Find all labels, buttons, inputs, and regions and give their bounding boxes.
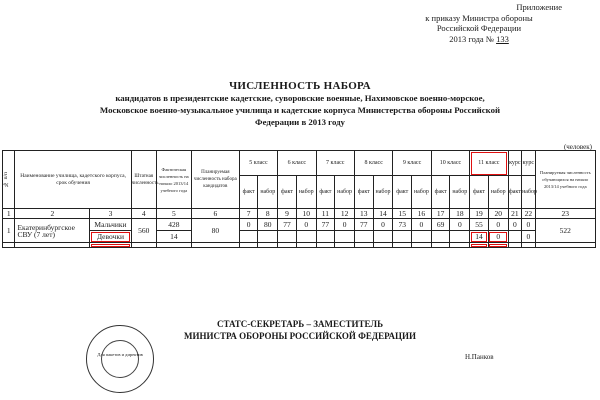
- sub-fact: факт: [354, 176, 373, 209]
- cell: [296, 231, 316, 243]
- sub-intake: набор: [258, 176, 278, 209]
- seal-text: Для пакетов и директив: [97, 352, 143, 357]
- sub-girls: Девочки: [90, 231, 132, 243]
- column-number: 19: [470, 209, 489, 219]
- cell: [278, 231, 297, 243]
- title-main: ЧИСЛЕННОСТЬ НАБОРА: [229, 80, 371, 92]
- cell-highlight: 0: [488, 231, 508, 243]
- official-seal-icon: [86, 325, 154, 393]
- actual-boys: 428: [156, 219, 191, 231]
- cell: 0: [239, 219, 258, 231]
- signatory-name: Н.Панков: [465, 353, 494, 361]
- signature-title-1: СТАТС-СЕКРЕТАРЬ – ЗАМЕСТИТЕЛЬ: [216, 319, 384, 329]
- cell: [373, 231, 393, 243]
- cell-highlight: [488, 243, 508, 248]
- cell: [131, 243, 156, 248]
- header-staff: Штатная численность: [131, 151, 156, 209]
- cell: 55: [470, 219, 489, 231]
- cell: [296, 243, 316, 248]
- sub-fact: факт: [431, 176, 450, 209]
- column-number: 14: [373, 209, 393, 219]
- cell: [15, 243, 90, 248]
- appendix-header: [394, 2, 564, 44]
- sub-intake: набор: [450, 176, 470, 209]
- subtitle-line-1: кандидатов в президентские кадетские, суворовские военные, Нахимовское военно-морское,: [115, 93, 485, 103]
- header-row-groups: [3, 151, 596, 176]
- cell: 0: [296, 219, 316, 231]
- sub-fact: факт: [278, 176, 297, 209]
- cell: 0: [450, 219, 470, 231]
- column-number: 5: [156, 209, 191, 219]
- school-name-line-2: СВУ (7 лет): [17, 229, 56, 239]
- cell: [431, 231, 450, 243]
- table-row-cutoff: [3, 243, 596, 248]
- cell: [239, 231, 258, 243]
- order-number: 133: [496, 33, 509, 44]
- cell: [354, 243, 373, 248]
- column-number: 8: [258, 209, 278, 219]
- cell: [508, 243, 522, 248]
- column-number: 15: [393, 209, 412, 219]
- column-number: 3: [90, 209, 132, 219]
- cell: [191, 243, 239, 248]
- cell-highlight: [90, 243, 132, 248]
- planned-value: 522: [535, 219, 595, 243]
- appendix-number-line: [394, 34, 564, 45]
- cell: 69: [431, 219, 450, 231]
- cell: [535, 243, 595, 248]
- cell: [450, 243, 470, 248]
- header-intake: Планируемая численность набора кандидатов: [191, 151, 239, 209]
- cell: 0: [508, 219, 522, 231]
- seal-inner-ring: [101, 340, 139, 378]
- header-planned: Планируемая численность обучающихся на начало 2013/14 учебного года: [535, 151, 595, 209]
- cell: 0: [335, 219, 355, 231]
- column-number: 18: [450, 209, 470, 219]
- staff-value: 560: [131, 219, 156, 243]
- sub-fact: факт: [508, 176, 522, 209]
- cell-highlight: 14: [470, 231, 489, 243]
- cell: [412, 243, 432, 248]
- header-class-5: 5 класс: [239, 151, 277, 176]
- cell: 0: [488, 219, 508, 231]
- column-number: 6: [191, 209, 239, 219]
- cell: [450, 231, 470, 243]
- cell: [354, 231, 373, 243]
- cell: 0: [522, 219, 536, 231]
- column-number: 17: [431, 209, 450, 219]
- cell: 77: [354, 219, 373, 231]
- cell: 0: [522, 231, 536, 243]
- appendix-year: 2013 года №: [449, 33, 494, 44]
- column-number: 20: [488, 209, 508, 219]
- subtitle-line-2: Московское военно-музыкальное училища и кадетские корпуса Министерства обороны Российской: [99, 105, 501, 115]
- cell: [316, 243, 335, 248]
- header-class-11: 11 класс: [470, 151, 508, 176]
- sub-fact: факт: [393, 176, 412, 209]
- column-number: 10: [296, 209, 316, 219]
- cell: 0: [412, 219, 432, 231]
- column-number: 16: [412, 209, 432, 219]
- header-num: № п/п: [3, 151, 15, 209]
- sub-intake: набор: [522, 176, 536, 209]
- cell: [412, 231, 432, 243]
- sub-intake: набор: [335, 176, 355, 209]
- column-number: 13: [354, 209, 373, 219]
- column-number: 1: [3, 209, 15, 219]
- cell: [239, 243, 258, 248]
- header-course-1: курс: [508, 151, 522, 176]
- document-title: [0, 80, 600, 128]
- subtitle-line-3: Федерации в 2013 году: [255, 117, 345, 127]
- row-num: 1: [3, 219, 15, 243]
- table-row: [3, 219, 596, 231]
- column-number: 23: [535, 209, 595, 219]
- column-number: 12: [335, 209, 355, 219]
- header-class-7: 7 класс: [316, 151, 354, 176]
- sub-intake: набор: [373, 176, 393, 209]
- cell: [278, 243, 297, 248]
- column-number: 22: [522, 209, 536, 219]
- sub-intake: набор: [296, 176, 316, 209]
- signature-block: [0, 318, 600, 342]
- cell: 73: [393, 219, 412, 231]
- cell: 77: [316, 219, 335, 231]
- sub-fact: факт: [470, 176, 489, 209]
- cell: [3, 243, 15, 248]
- cell: [335, 243, 355, 248]
- column-number: 9: [278, 209, 297, 219]
- sub-intake: набор: [412, 176, 432, 209]
- school-name-line-1: Екатеринбургское: [17, 222, 75, 232]
- cell: [393, 231, 412, 243]
- header-name: Наименование училища, кадетского корпуса, срок обучения: [15, 151, 131, 209]
- header-course-2: курс: [522, 151, 536, 176]
- cell: 77: [278, 219, 297, 231]
- cell: [522, 243, 536, 248]
- cell: 0: [373, 219, 393, 231]
- intake-table: [2, 150, 596, 248]
- header-class-8: 8 класс: [354, 151, 392, 176]
- cell: [258, 231, 278, 243]
- signature-title-2: МИНИСТРА ОБОРОНЫ РОССИЙСКОЙ ФЕДЕРАЦИИ: [184, 331, 416, 341]
- column-numbers-row: [3, 209, 596, 219]
- column-number: 2: [15, 209, 90, 219]
- column-number: 21: [508, 209, 522, 219]
- column-number: 4: [131, 209, 156, 219]
- cell: [335, 231, 355, 243]
- sub-fact: факт: [239, 176, 258, 209]
- table-row: [3, 231, 596, 243]
- header-class-10: 10 класс: [431, 151, 469, 176]
- appendix-order-line: к приказу Министра обороны: [425, 12, 533, 23]
- cell-highlight: [470, 243, 489, 248]
- appendix-label: Приложение: [516, 2, 562, 12]
- column-number: 7: [239, 209, 258, 219]
- cell: [316, 231, 335, 243]
- unit-label: (человек): [563, 143, 592, 151]
- sub-intake: набор: [488, 176, 508, 209]
- school-name: [15, 219, 90, 243]
- header-class-9: 9 класс: [393, 151, 431, 176]
- header-class-6: 6 класс: [278, 151, 316, 176]
- cell: [156, 243, 191, 248]
- sub-boys: Мальчики: [90, 219, 132, 231]
- sub-fact: факт: [316, 176, 335, 209]
- header-actual: Фактическая численность на начало 2013/14 учебного года: [156, 151, 191, 209]
- cell: [258, 243, 278, 248]
- appendix-ministry-line: Российской Федерации: [436, 23, 522, 33]
- cell: [431, 243, 450, 248]
- cell: [508, 231, 522, 243]
- intake-value: 80: [191, 219, 239, 243]
- actual-girls: 14: [156, 231, 191, 243]
- cell: [373, 243, 393, 248]
- cell: 80: [258, 219, 278, 231]
- cell: [393, 243, 412, 248]
- column-number: 11: [316, 209, 335, 219]
